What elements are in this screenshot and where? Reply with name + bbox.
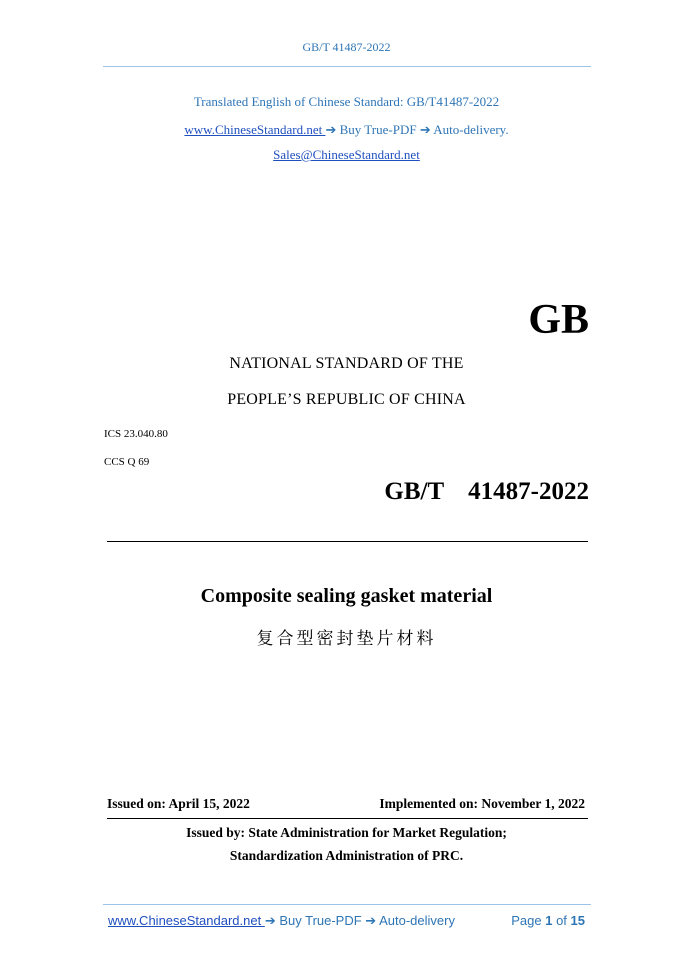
gb-mark: GB <box>528 297 589 343</box>
page-indicator <box>511 913 585 928</box>
page-number: 1 <box>545 913 553 928</box>
issued-on-date: Issued on: April 15, 2022 <box>107 796 250 811</box>
title-english: Composite sealing gasket material <box>200 585 493 607</box>
footer-links-row <box>108 913 455 929</box>
page-label: Page <box>511 913 546 928</box>
implemented-on-date: Implemented on: November 1, 2022 <box>379 796 585 811</box>
arrow-right-icon: ➔ <box>325 122 337 137</box>
national-standard-line2: PEOPLE’S REPUBLIC OF CHINA <box>227 391 466 408</box>
issued-by-line1: Issued by: State Administration for Market Regulation; <box>186 825 507 840</box>
ccs-code: CCS Q 69 <box>104 456 150 468</box>
title-chinese: 复合型密封垫片材料 <box>256 629 437 649</box>
site-link[interactable]: www.ChineseStandard.net <box>184 122 326 137</box>
auto-delivery-text: Auto-delivery. <box>430 122 509 137</box>
header-title: GB/T 41487-2022 <box>302 40 391 54</box>
sales-row <box>0 147 693 163</box>
footer-auto-delivery-text: Auto-delivery <box>376 913 455 928</box>
issued-by-line2: Standardization Administration of PRC. <box>229 848 464 863</box>
promo-links-row <box>0 122 693 138</box>
footer-divider <box>103 904 591 905</box>
issue-dates-rule <box>107 818 588 819</box>
national-standard-line1: NATIONAL STANDARD OF THE <box>229 355 464 372</box>
footer-site-link[interactable]: www.ChineseStandard.net <box>108 913 265 928</box>
arrow-right-icon: ➔ <box>264 913 276 928</box>
of-label: of <box>552 913 571 928</box>
buy-true-pdf-text: Buy True-PDF <box>336 122 420 137</box>
footer-buy-text: Buy True-PDF <box>275 913 366 928</box>
header-divider <box>103 66 591 67</box>
ics-code: ICS 23.040.80 <box>104 428 168 440</box>
total-pages: 15 <box>570 913 585 928</box>
arrow-right-icon: ➔ <box>419 122 431 137</box>
standard-number: GB/T 41487-2022 <box>384 478 589 505</box>
standard-number-rule <box>107 541 588 542</box>
sales-email-link[interactable]: Sales@ChineseStandard.net <box>273 147 420 162</box>
arrow-right-icon: ➔ <box>365 913 377 928</box>
translated-notice: Translated English of Chinese Standard: GB/T41487-2022 <box>193 94 500 109</box>
